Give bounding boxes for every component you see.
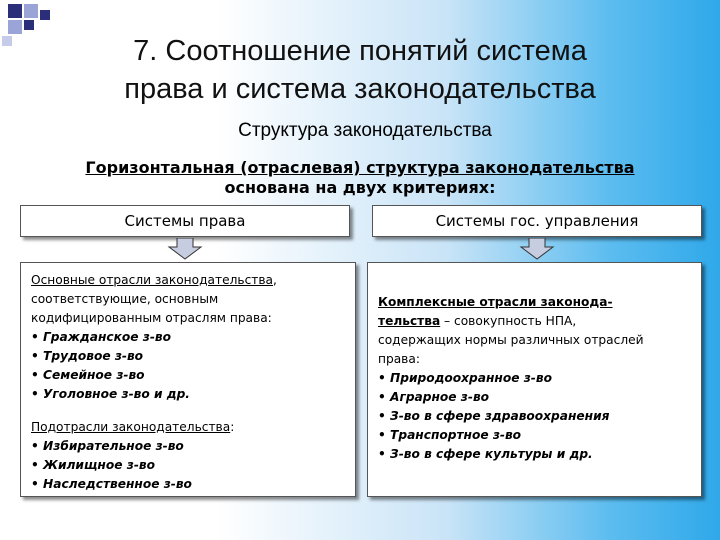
- right-title-line-2: [378, 312, 691, 331]
- list-item: • Гражданское з-во: [31, 330, 171, 344]
- list-item: • Природоохранное з-во: [378, 371, 552, 385]
- slide-title-line-2: права и система законодательства: [124, 73, 596, 105]
- list-item: • Аграрное з-во: [378, 390, 490, 404]
- list-item: • Уголовное з-во и др.: [31, 387, 190, 401]
- right-title-1: Комплексные отрасли законода-: [378, 295, 613, 309]
- left-block2-title-suffix: :: [230, 420, 235, 434]
- corner-decoration: [0, 0, 60, 50]
- list-item: • З-во в сфере культуры и др.: [378, 447, 593, 461]
- right-title-line-1: [378, 293, 691, 312]
- left-block1-title: Основные отрасли законодательства: [31, 273, 274, 287]
- list-item: • Транспортное з-во: [378, 428, 522, 442]
- left-block2-title: Подотрасли законодательства: [31, 420, 231, 434]
- right-header-label: Системы гос. управления: [435, 212, 639, 230]
- right-desc-1: – совокупность НПА,: [440, 314, 577, 328]
- slide-title: [80, 32, 640, 108]
- list-item: • З-во в сфере здравоохранения: [378, 409, 610, 423]
- section-heading: [40, 158, 680, 198]
- left-content-box: [20, 262, 356, 497]
- spacer: [31, 404, 345, 418]
- left-block1-desc-2: кодифицированным отраслям права:: [31, 311, 272, 325]
- list-item: • Избирательное з-во: [31, 439, 184, 453]
- right-header-box: [372, 205, 702, 237]
- right-content-box: [367, 262, 702, 497]
- slide-subtitle: Структура законодательства: [238, 120, 492, 141]
- list-item: • Жилищное з-во: [31, 458, 155, 472]
- left-down-arrow-icon: [167, 238, 203, 260]
- left-block1-title-suffix: ,: [273, 273, 277, 287]
- left-block1-desc-1: соответствующие, основным: [31, 292, 219, 306]
- right-title-2: тельства: [378, 314, 441, 328]
- right-desc-2: содержащих нормы различных отраслей: [378, 333, 644, 347]
- section-heading-line-2: основана на двух критериях:: [224, 178, 496, 197]
- left-block2-title-line: [31, 418, 345, 437]
- right-desc-3: права:: [378, 352, 420, 366]
- left-header-box: [20, 205, 350, 237]
- list-item: • Семейное з-во: [31, 368, 145, 382]
- left-block1-title-line: [31, 271, 345, 290]
- slide-title-line-1: 7. Соотношение понятий система: [133, 35, 587, 67]
- list-item: • Наследственное з-во: [31, 477, 192, 491]
- left-header-label: Системы права: [124, 212, 246, 230]
- list-item: • Трудовое з-во: [31, 349, 144, 363]
- section-heading-line-1: Горизонтальная (отраслевая) структура законодательства: [85, 158, 635, 177]
- right-down-arrow-icon: [519, 238, 555, 260]
